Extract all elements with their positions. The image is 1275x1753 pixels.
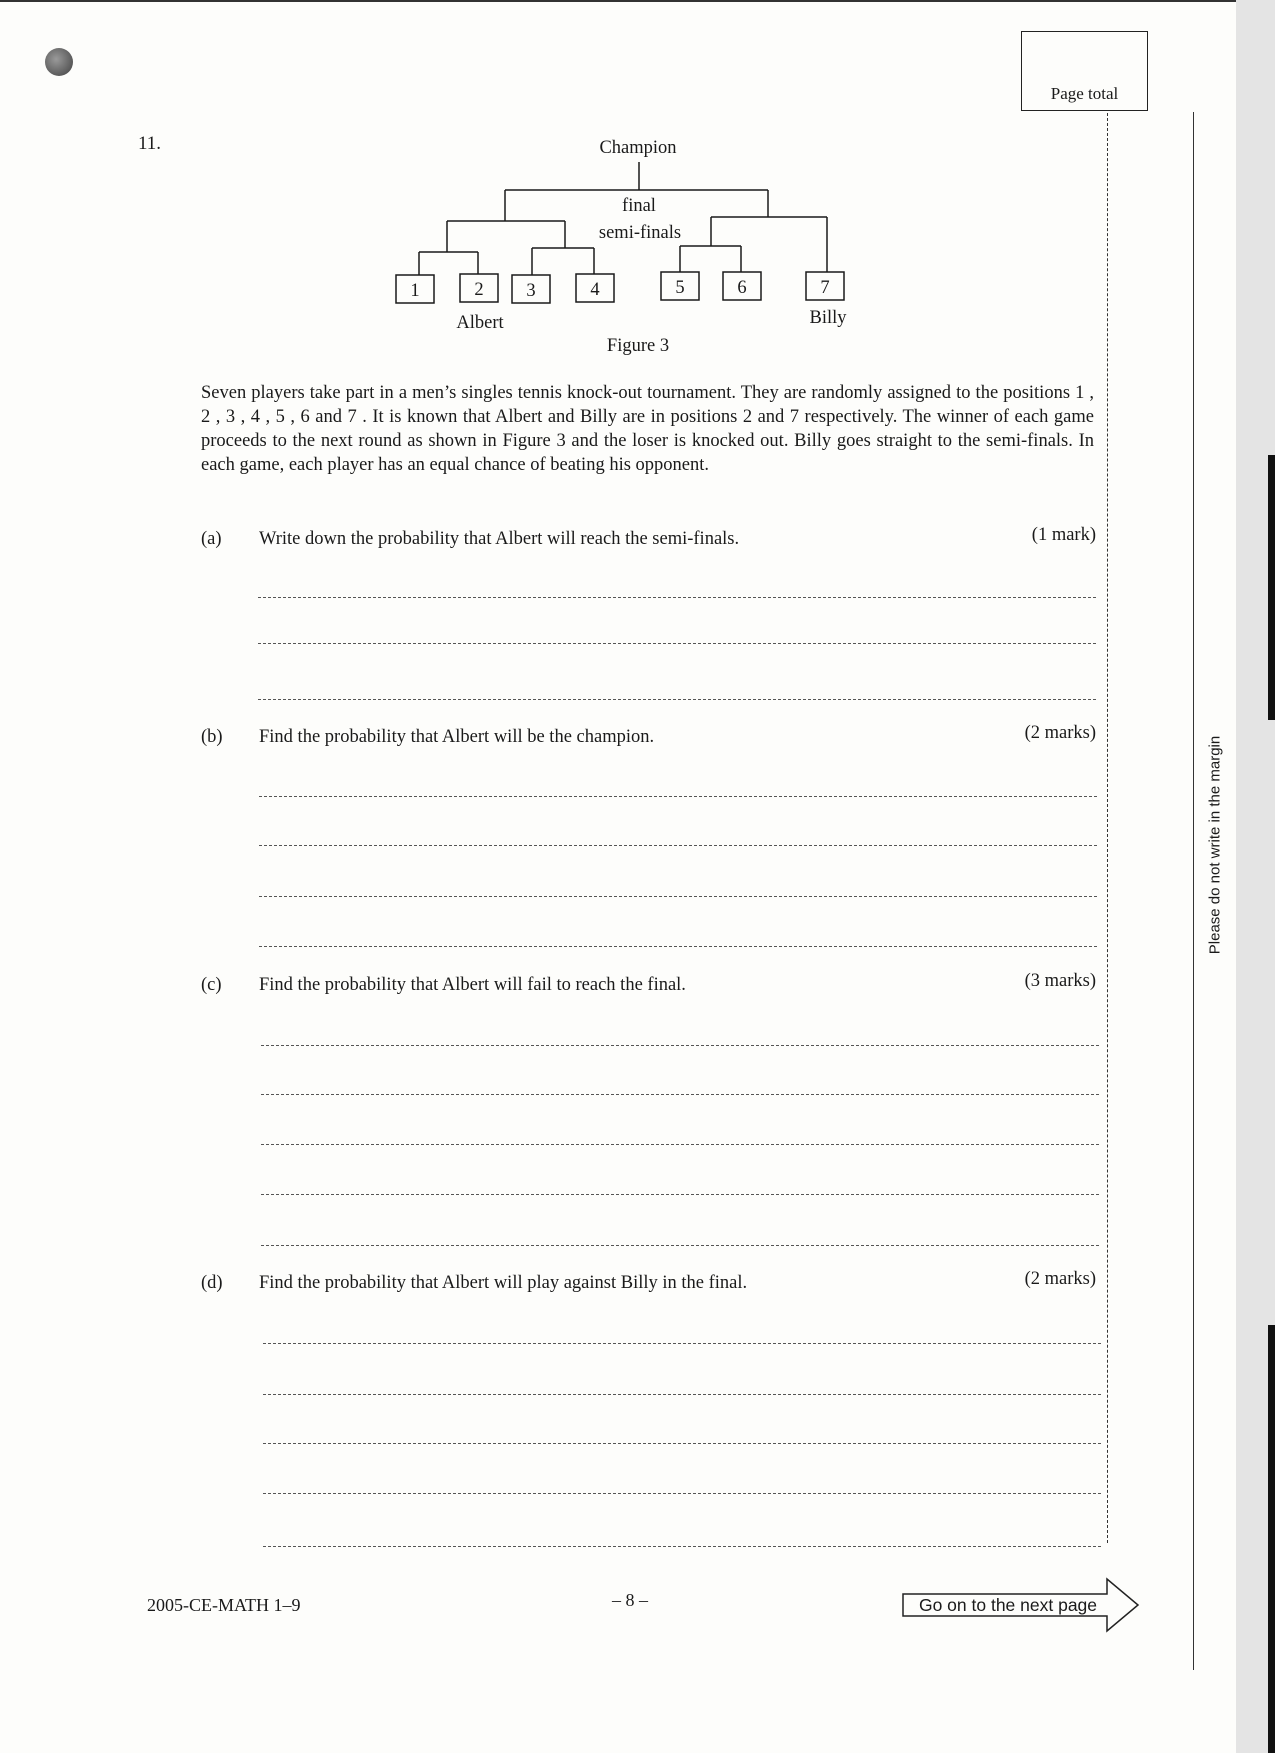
position-2-label: 2 xyxy=(474,280,484,300)
next-page-arrow xyxy=(900,1576,1140,1634)
answer-line[interactable] xyxy=(263,1493,1101,1494)
part-d-text: Find the probability that Albert will play against Billy in the final. xyxy=(259,1273,748,1293)
answer-line[interactable] xyxy=(259,845,1097,846)
figure-caption: Figure 3 xyxy=(606,336,670,356)
part-b-label: (b) xyxy=(201,727,223,747)
part-c-text: Find the probability that Albert will fail to reach the final. xyxy=(259,975,686,995)
question-number: 11. xyxy=(138,133,162,154)
tournament-bracket-figure xyxy=(380,138,880,356)
position-1-label: 1 xyxy=(410,281,420,301)
page-top-edge xyxy=(0,0,1275,2)
position-5-label: 5 xyxy=(675,278,685,298)
part-d-marks: (2 marks) xyxy=(1024,1269,1096,1289)
answer-line[interactable] xyxy=(261,1194,1099,1195)
page-total-box xyxy=(1021,31,1148,111)
edge-band xyxy=(1268,455,1275,720)
answer-line[interactable] xyxy=(258,643,1096,644)
position-7-label: 7 xyxy=(820,278,830,298)
answer-line[interactable] xyxy=(261,1045,1099,1046)
answer-line[interactable] xyxy=(259,896,1097,897)
position-3-label: 3 xyxy=(526,281,536,301)
position-4-label: 4 xyxy=(590,280,600,300)
paper-code: 2005-CE-MATH 1–9 xyxy=(147,1595,301,1615)
part-c-label: (c) xyxy=(201,975,222,995)
part-a-label: (a) xyxy=(201,529,222,549)
answer-line[interactable] xyxy=(263,1343,1101,1344)
part-d-label: (d) xyxy=(201,1273,223,1293)
answer-line[interactable] xyxy=(259,796,1097,797)
edge-band xyxy=(1268,1325,1275,1753)
part-c-marks: (3 marks) xyxy=(1024,971,1096,991)
final-label: final xyxy=(622,196,656,216)
margin-solid-line xyxy=(1193,112,1194,1670)
answer-line[interactable] xyxy=(263,1546,1101,1547)
billy-label: Billy xyxy=(809,308,847,328)
albert-label: Albert xyxy=(456,313,504,333)
question-intro: Seven players take part in a men’s singles tennis knock-out tournament. They are randomly assigned to the positions 1 , 2 , 3 , 4 , 5 , 6 and 7 . It is known that Albert and Billy are in positions 2 and 7 respectively. The winner of each game proceeds to the next round as shown in Figure 3 and the loser is knocked out. Billy goes straight to the semi-finals. In each game, each player has an equal chance of beating his opponent. xyxy=(201,383,1094,475)
part-a-text: Write down the probability that Albert will reach the semi-finals. xyxy=(259,529,740,549)
bracket-lines xyxy=(419,162,827,275)
page-right-edge xyxy=(1236,0,1275,1753)
answer-line[interactable] xyxy=(263,1394,1101,1395)
semi-finals-label: semi-finals xyxy=(598,223,682,243)
next-page-label: Go on to the next page xyxy=(918,1595,1098,1615)
margin-dashed-line xyxy=(1107,113,1108,1543)
answer-line[interactable] xyxy=(261,1144,1099,1145)
part-b-marks: (2 marks) xyxy=(1024,723,1096,743)
margin-note: Please do not write in the margin xyxy=(1206,735,1224,955)
answer-line[interactable] xyxy=(259,946,1097,947)
position-6-label: 6 xyxy=(737,278,747,298)
punch-hole xyxy=(45,48,73,76)
part-b-text: Find the probability that Albert will be the champion. xyxy=(259,727,655,747)
answer-line[interactable] xyxy=(258,699,1096,700)
part-a-marks: (1 mark) xyxy=(1031,525,1096,545)
champion-label: Champion xyxy=(599,138,677,158)
answer-line[interactable] xyxy=(261,1094,1099,1095)
answer-line[interactable] xyxy=(263,1443,1101,1444)
page-total-label: Page total xyxy=(1050,84,1119,103)
answer-line[interactable] xyxy=(258,597,1096,598)
answer-line[interactable] xyxy=(261,1245,1099,1246)
page-number: – 8 – xyxy=(612,1590,648,1610)
